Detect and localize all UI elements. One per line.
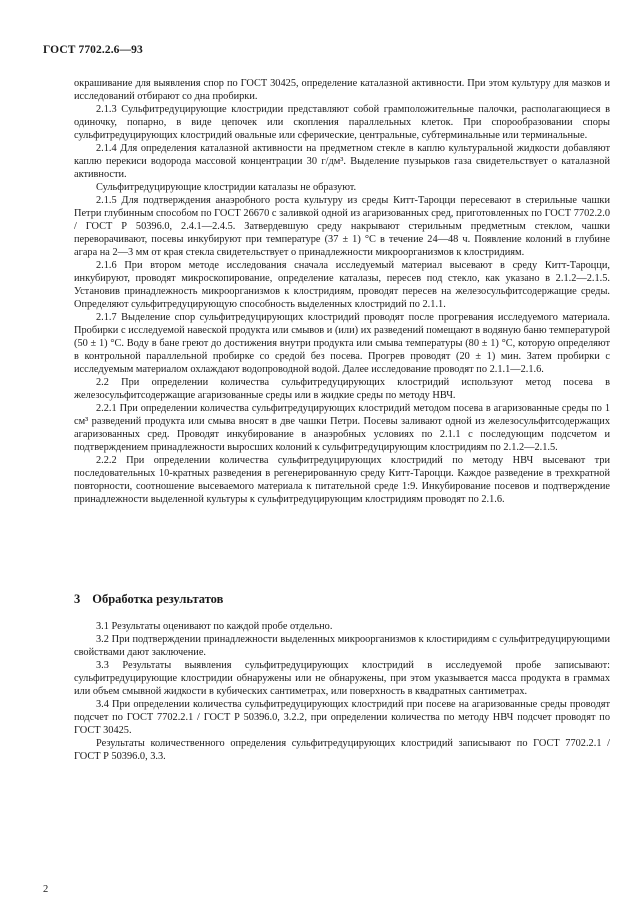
paragraph-2-1-4: 2.1.4 Для определения каталазной активности на предметном стекле в каплю культуральной жидкости добавляют каплю перекиси водорода массовой концентрации 30 г/дм³. Выделение пузырьков газа свидетельствует о каталазной активности. — [74, 143, 610, 180]
paragraph-3-3: 3.3 Результаты выявления сульфитредуцирующих клостридий в исследуемой пробе записывают: сульфитредуцирующие клостридии обнаружены или не обнаружены, при этом указывается масса продукта в граммах или объем смывной жидкости в кубических сантиметрах, или поверхность в квадратных сантиметрах. — [74, 660, 610, 697]
page-number: 2 — [43, 884, 49, 895]
body-text-lower — [74, 620, 610, 763]
paragraph-3-1: 3.1 Результаты оценивают по каждой пробе отдельно. — [96, 621, 333, 632]
paragraph-2-1-5: 2.1.5 Для подтверждения анаэробного роста культуру из среды Китт-Тароцци пересевают в стерильные чашки Петри глубинным способом по ГОСТ 26670 с заливкой одной из агаризованных сред, приготовленных по ГОСТ 7702.2.0 / ГОСТ Р 50396.0, 2.4.1—2.4.5. Затвердевшую среду накрывают стерильным предметным стеклом, чашки переворачивают, посевы инкубируют при температуре (37 ± 1) °С в течение 24—48 ч. Появление колоний в глубине агара на 2—3 мм от края стекла свидетельствует о принадлежности микроорганизмов к клостридиям. — [74, 195, 610, 258]
section-title: Обработка результатов — [92, 592, 224, 606]
section-number: 3 — [74, 592, 81, 606]
paragraph-3-2: 3.2 При подтверждении принадлежности выделенных микроорганизмов к клостиридиям с сульфитредуцирующими свойствами дают заключение. — [74, 634, 610, 658]
paragraph-2-2-2: 2.2.2 При определении количества сульфитредуцирующих клостридий по методу НВЧ высевают три последовательных 10-кратных разведения в регенерированную среду Китт-Тароцци. Каждое разведение в трехкратной повторности, соотношение высеваемого материала к питательной среде 1:9. Инкубирование посевов и подтверждение принадлежности выделенной культуры к сульфитредуцирующим клостридиям проводят по 2.1.6. — [74, 455, 610, 505]
paragraph-2-2: 2.2 При определении количества сульфитредуцирующих клостридий используют метод посева в железосульфитсодержащие агаризованные среды или в жидкие среды по методу НВЧ. — [74, 377, 610, 401]
paragraph-continuation: окрашивание для выявления спор по ГОСТ 30425, определение каталазной активности. При этом культуру для мазков и исследований отбирают со дна пробирки. — [74, 78, 610, 102]
paragraph-3-4-results: Результаты количественного определения сульфитредуцирующих клостридий записывают по ГОСТ 7702.2.1 / ГОСТ Р 50396.0, 3.3. — [74, 738, 610, 762]
paragraph-2-1-6: 2.1.6 При втором методе исследования сначала исследуемый материал высевают в среду Китт-Тароцци, инкубируют, проводят микроскопирование, определение каталазы, пересев под стекло, как указано в 2.1.2—2.1.5. Установив принадлежность микроорганизмов к клостридиям, проводят пересев на железосульфитсодержащие среды. Определяют сульфитредуцирующую способность выделенных клостридий по 2.1.1. — [74, 260, 610, 310]
paragraph-3-4: 3.4 При определении количества сульфитредуцирующих клостридий при посеве на агаризованные среды проводят подсчет по ГОСТ 7702.2.1 / ГОСТ Р 50396.0, 3.2.2, при определении количества по методу НВЧ подсчет проводят по ГОСТ 30425. — [74, 699, 610, 736]
paragraph-2-1-7: 2.1.7 Выделение спор сульфитредуцирующих клостридий проводят после прогревания исследуемого материала. Пробирки с исследуемой навеской продукта или смывов и (или) их разведений помещают в водяную баню температурой (50 ± 1) °С. Воду в бане греют до достижения внутри продукта или смыва температуры (80 ± 1) °С, которую определяют в контрольной параллельной пробирке со средой без посева. Прогрев проводят (20 ± 1) мин. Затем пробирки с исследуемым материалом охлаждают водопроводной водой. Далее исследование проводят по 2.1.1—2.1.6. — [74, 312, 610, 375]
paragraph-2-2-1: 2.2.1 При определении количества сульфитредуцирующих клостридий методом посева в агаризованные среды по 1 см³ разведений продукта или смыва вносят в две чашки Петри. Посевы заливают одной из железосульфитсодержащих агаризованных сред. Проводят инкубирование в анаэробных условиях по 2.1.1 с последующим подсчетом и подтверждением принадлежности выросших колоний к сульфитредуцирующим клостридиям по 2.1.2—2.1.5. — [74, 403, 610, 453]
paragraph-2-1-4-note: Сульфитредуцирующие клостридии каталазы не образуют. — [96, 182, 357, 193]
body-text-upper — [74, 77, 610, 506]
section-heading — [74, 592, 223, 607]
paragraph-2-1-3: 2.1.3 Сульфитредуцирующие клостридии представляют собой грамположительные палочки, располагающиеся в одиночку, попарно, в виде цепочек или скопления параллельных клеток. При спорообразовании споры сульфитредуцирующих клостридий овальные или сферические, центральные, субтерминальные или терминальные. — [74, 104, 610, 141]
document-header: ГОСТ 7702.2.6—93 — [43, 44, 143, 56]
